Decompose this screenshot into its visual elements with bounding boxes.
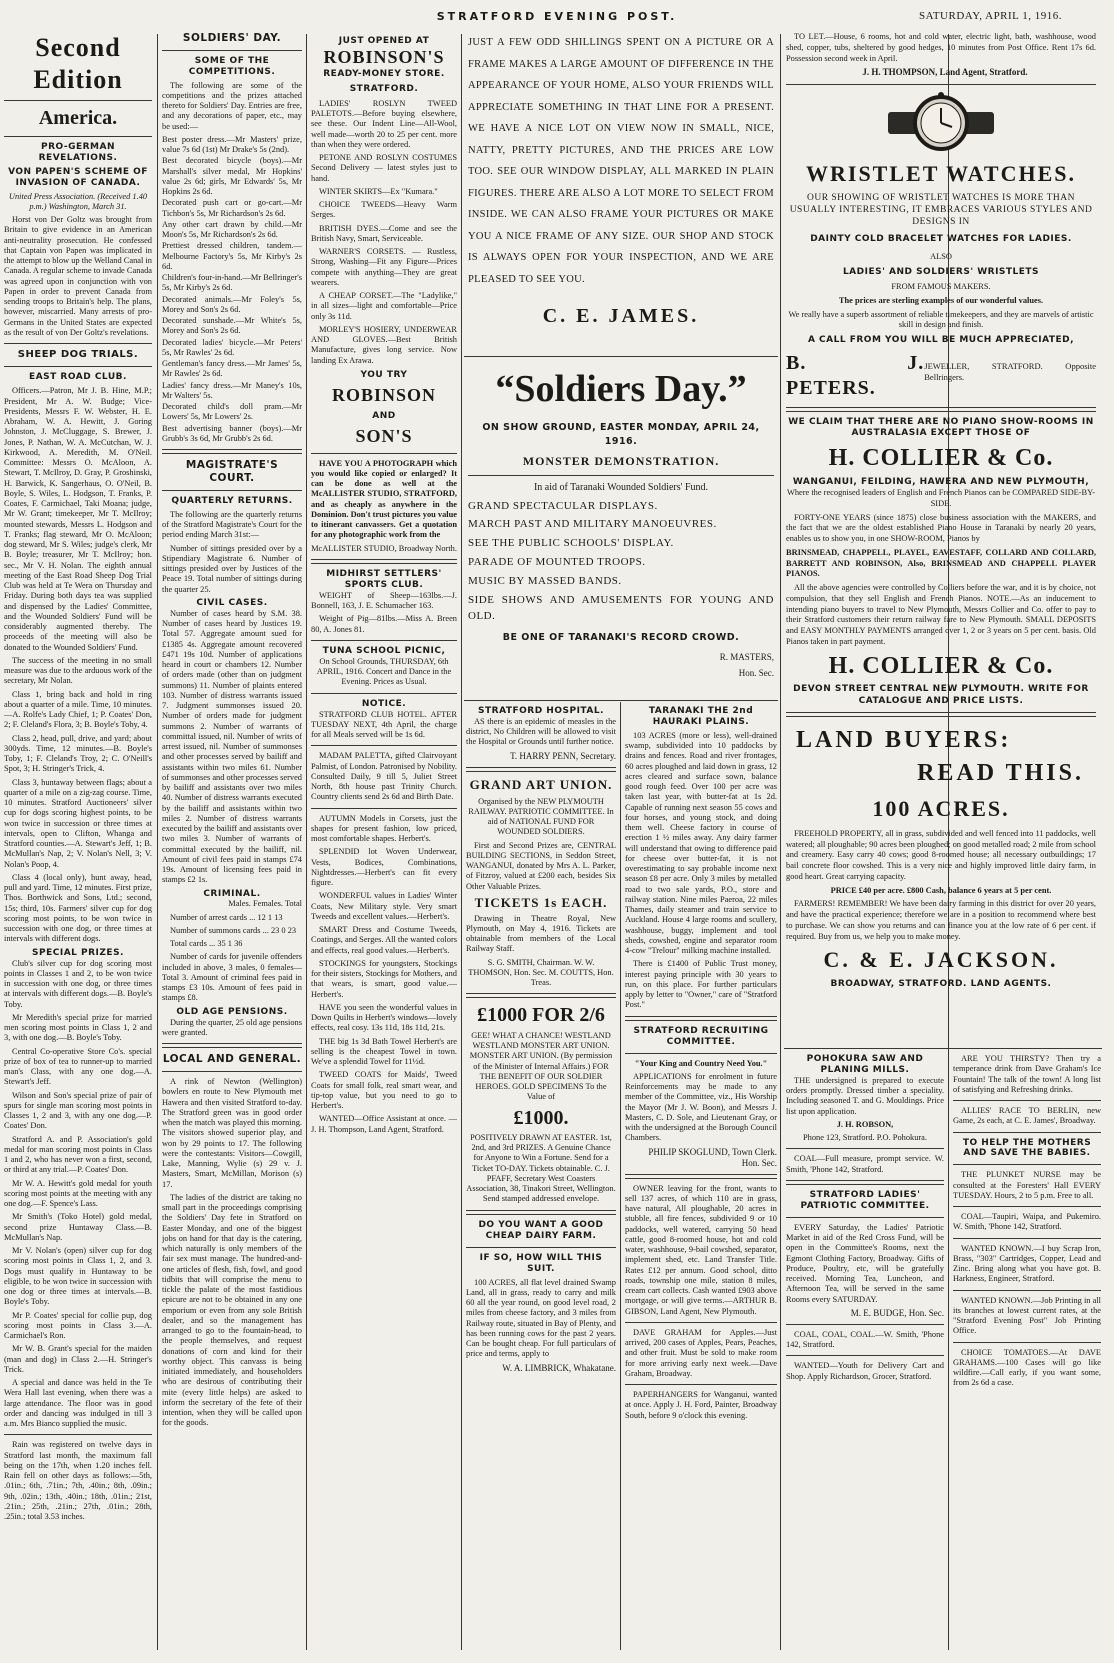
article-subheading: QUARTERLY RETURNS. — [171, 495, 293, 506]
article-body: The following are the quarterly returns of the Stratford Magistrate's Court for the period ending March 31st:— — [162, 509, 302, 540]
ad-heading: MONSTER DEMONSTRATION. — [522, 453, 720, 468]
ad-location: STRATFORD. — [349, 83, 419, 94]
ad-item: LADIES' ROSLYN TWEED PALETOTS.—Before buying elsewhere, see these. Our Indent Line—All-Wool, well made—worth 20 to 25 per cent. more than when they were ordered. — [311, 98, 457, 149]
ad-name: H. COLLIER & Co. — [828, 652, 1054, 679]
classified-ad: AUTUMN Models in Corsets, just the shapes for present fashion, low priced, most comfortable shapes. Herbert's. — [311, 813, 457, 844]
divider — [784, 1048, 1102, 1049]
section-heading: STRATFORD HOSPITAL. — [478, 706, 604, 716]
article-body: Stratford A. and P. Association's gold medal for man scoring most points in Class 1 and 2, who has never won a first, second, or third at any trial.—P. Coates' Don. — [4, 1134, 152, 1175]
article-body: The following are some of the competitions and the prizes attached thereto for Soldiers' Day. Entries are free, and any decorations of paper, etc., may be used:— — [162, 80, 302, 131]
soldiers-day-ad — [468, 362, 774, 697]
article-body: Mr Smith's (Toko Hotel) gold medal, second prize Huntaway Class.—B. McMullan's Nap. — [4, 1212, 152, 1242]
classified-ad: ALLIES' RACE TO BERLIN, new Game, 2s each, at C. E. James', Broadway. — [953, 1106, 1101, 1126]
ad-title: GRAND ART UNION. — [469, 776, 613, 792]
ad-heading: WE CLAIM THAT THERE ARE NO PIANO SHOW-ROOMS IN AUSTRALASIA EXCEPT THOSE OF — [788, 416, 1094, 439]
ad-text: AND — [372, 410, 396, 421]
article-body: Horst von Der Goltz was brought from Britain to give evidence in an American anti-neutrality prosecution. He confessed that Captain von Papen was implicated in the attempt to blow up the Welland Canal in Canada. A regular scheme to invade Canada was agreed upon in conjunction with von Papen in order to prevent Canada from sending troops to Britain's help. The plans, however, miscarried. Many arrests of pro-Germans in the United States are expected as the result of von Der Goltz's revelations. — [4, 215, 152, 337]
ad-heading: JUST OPENED AT — [338, 36, 430, 46]
ad-signature: McALLISTER STUDIO, Broadway North. — [311, 543, 457, 553]
ad-footer — [786, 351, 1096, 402]
ad-heading: DAINTY COLD BRACELET WATCHES FOR LADIES. — [810, 234, 1072, 245]
article-body: During the quarter, 25 old age pensions were granted. — [162, 1017, 302, 1037]
ad-line: SEE THE PUBLIC SCHOOLS' DISPLAY. — [468, 537, 674, 550]
ad-body: HAVE YOU A PHOTOGRAPH which you would like copied or enlarged? It can be done as well at the McALLISTER STUDIO, STRATFORD, and as cheaply as anywhere in the Dominion. Don't trust pictures you value to itinerant canvassers. Get a quotation for any photographic work from the — [311, 458, 457, 540]
classified-ad: PAPERHANGERS for Wanganui, wanted at once. Apply J. H. Ford, Painter, Broadway South, before 9 o'clock this evening. — [625, 1390, 777, 1420]
ad-line: GRAND SPECTACULAR DISPLAYS. — [468, 499, 658, 512]
classified-ad: HAVE you seen the wonderful values in Down Quilts in Herbert's windows—lovely effects, real cosy. 13s 11d, 18s 11d, 21s. — [311, 1002, 457, 1033]
article-body: Mr Meredith's special prize for married men scoring most points in Class 1, 2 and 3, with one dog.—B. Boyle's Toby. — [4, 1012, 152, 1043]
article-body: Rain was registered on twelve days in Stratford last month, the maximum fall being on the 17th, when 1.20 inches fell. Rain fell on other days as follows:—5th, .01in.; 6th, .71in.; 7th, .40in.; 8th, .09in.; 9th, .02in.; 13th, .40in.; 18th, .01in.; 21st, .21in.; 25th, .21in.; 27th, .01in.; 28th, .25in.; total 3.53 inches. — [4, 1440, 152, 1522]
notice-body: On School Grounds, THURSDAY, 6th APRIL, 1916. Concert and Dance in the Evening. Prices as Usual. — [316, 656, 452, 687]
list-item: Decorated child's doll pram.—Mr Lowers' 5s, Mr Lowers' 2s. — [162, 402, 302, 422]
wristwatch-icon — [886, 90, 996, 156]
ad-name: C. & E. JACKSON. — [823, 947, 1059, 973]
article-body: Club's silver cup for dog scoring most points in Classes 1 and 2, to be won twice in succession with one dog, or three times at intervals with different dogs.—B. Boyle's Toby. — [4, 958, 152, 1009]
classified-ad: WANTED KNOWN.—Job Printing in all its branches at lowest current rates, at the "Stratford Evening Post" Job Printing Office. — [953, 1295, 1101, 1336]
article-heading: LOCAL AND GENERAL. — [162, 1053, 302, 1066]
section-heading: TO HELP THE MOTHERS AND SAVE THE BABIES. — [962, 1137, 1092, 1159]
ad-text: FROM FAMOUS MAKERS. — [891, 282, 991, 292]
ad-subtitle: READY-MONEY STORE. — [323, 68, 445, 79]
ad-subtitle: DEVON STREET CENTRAL NEW PLYMOUTH. WRITE FOR CATALOGUE AND PRICE LISTS. — [793, 684, 1089, 706]
ad-subheading: IF SO, HOW WILL THIS SUIT. — [479, 1252, 603, 1274]
ad-text: ALSO — [930, 251, 952, 261]
ad-name: H. COLLIER & Co. — [828, 444, 1054, 471]
ad-heading: POHOKURA SAW AND PLANING MILLS. — [806, 1054, 924, 1075]
ad-name: B. J. PETERS. — [786, 351, 925, 400]
article-subheading: VON PAPEN'S SCHEME OF INVASION OF CANADA. — [8, 166, 148, 188]
classified-ad: ARE YOU THIRSTY? Then try a temperance drink from Dave Graham's Ice Fountain! The talk of the town! A long list of satisfying and Refreshing drinks. — [953, 1054, 1101, 1094]
section-heading: CIVIL CASES. — [196, 597, 268, 608]
classified-ad: OWNER leaving for the front, wants to sell 137 acres, of which 110 are in grass, have natural, All ploughable, 20 acres in stubble, all fire fences, subdivided 9 or 10 paddocks, well watered, carrying 50 head cattle, good 8-roomed house, hot and cold water, washhouse, 9-bail cowshed, separator, implement shed, etc. Land Transfer Title. Rates £12 per annum. Good school, ditto roads, township one mile, station 8 miles, cream cart collects. Cash wanted £903 above mortgage, or will give terms.—ARTHUR B. GIBSON, Land Agent, New Plymouth. — [625, 1183, 777, 1316]
notice-body: AS there is an epidemic of measles in the district, No Children will be allowed to visit the Hospital or Grounds until further notice. — [466, 716, 616, 747]
article-subheading: SOME OF THE COMPETITIONS. — [188, 55, 276, 77]
ad-body: POSITIVELY DRAWN AT EASTER. 1st, 2nd, and 3rd PRIZES. A Genuine Chance for Anyone to Win a Fortune. Send for a Ticket TO-DAY. Tickets obtainable. C. J. PFAFF, Secretary West Coasters Association, 38, Tinakori Street, Wellington. Send stamped addressed envelope. — [466, 1132, 616, 1204]
article-body: Class 4 (local only), hunt away, head, pull and yard. Time, 12 minutes. First prize, Thos. Borthwick and Sons, Ltd.; second, 15s; third, 10s. Farmers' silver cup for dog scoring most points, to be won twice in succession with one dog, or three times at intervals with different dogs. — [4, 872, 152, 944]
ad-signature: J. H. THOMPSON, Land Agent, Stratford. — [862, 67, 1028, 78]
ad-body: FARMERS! REMEMBER! We have been dairy farming in this district for over 20 years, and have the practical experience; therefore we are in a position to recommend where best to purchase. We can show you returns and can finance you at the low rate of 6 per cent. if required. Buy from us, we help you to make money. — [786, 899, 1096, 941]
notice-body: WEIGHT of Sheep—163lbs.—J. Bonnell, 163, J. E. Schumacher 163. — [311, 590, 457, 611]
classified-ad: SPLENDID lot Woven Underwear, Vests, Bodices, Combinations, Nightdresses.—Herbert's can fit every figure. — [311, 847, 457, 888]
classified-ad: WANTED KNOWN.—I buy Scrap Iron, Brass, "303" Cartridges, Copper, Lead and Zinc. Bring along what you have got. B. Harkness, Engineer, Stratford. — [953, 1243, 1101, 1284]
classified-ad: THE big 1s 3d Bath Towel Herbert's are selling is the cheapest Towel in town. We've a splendid Towel for 11½d. — [311, 1036, 457, 1067]
ad-item: BRITISH DYES.—Come and see the British Navy, Smart, Serviceable. — [311, 223, 457, 243]
section-heading: TUNA SCHOOL PICNIC, — [322, 645, 446, 656]
classified-ad: SMART Dress and Costume Tweeds, Coatings, and Serges. All the wanted colors and effects, real good values.—Herbert's. — [311, 925, 457, 955]
list-item: Gentleman's fancy dress.—Mr James' 5s, Mr Rawles' 2s 6d. — [162, 359, 302, 379]
list-item: Best poster dress.—Mr Masters' prize, value 7s 6d (1st) Mr Drake's 5s (2nd). — [162, 134, 302, 155]
classified-ad: STOCKINGS for youngsters, Stockings for their sisters, Stockings for Mothers, and that wears, is smart, good value.—Herbert's. — [311, 958, 457, 999]
newspaper-title: STRATFORD EVENING POST. — [436, 10, 678, 23]
ad-title: ROBINSON'S — [323, 46, 445, 67]
ad-heading: A CALL FROM YOU WILL BE MUCH APPRECIATED, — [807, 335, 1075, 346]
ad-body: Drawing in Theatre Royal, New Plymouth, on May 4, 1916. Tickets are obtainable from members of the Local Railway Staff. — [466, 913, 616, 954]
list-item: Prettiest dressed children, tandem.—Melbourne Factory's 5s, Mr Kirby's 2s 6d. — [162, 241, 302, 271]
ad-subtitle: WANGANUI, FEILDING, HAWERA AND NEW PLYMOUTH, — [792, 476, 1090, 487]
ad-tickets: TICKETS 1s EACH. — [474, 894, 608, 910]
ad-body: FORTY-ONE YEARS (since 1875) close business association with the MAKERS, and the fact that we are the oldest established Piano House in Taranaki by nearly 20 years, enables us to show you, in one SHOW-ROOM, Pianos by — [786, 512, 1096, 544]
ad-item: A CHEAP CORSET.—The "Ladylike," in all sizes—light and comfortable—Price only 3s 11d. — [311, 291, 457, 321]
column-1 — [4, 32, 152, 1652]
article-body: Class 1, bring back and hold in ring about a quarter of a mile. Time, 10 minutes.—A. Rolfe's Lady Chief, 1; P. Coates' Don, 2; F. Cleland's Flora, 3; B. Boyle's Toby, 4. — [4, 689, 152, 730]
ad-title: £1000 FOR 2/6 — [477, 1004, 605, 1027]
column-rule — [461, 34, 462, 1650]
notice-signature: PHILIP SKOGLUND, Town Clerk. Hon. Sec. — [648, 1146, 777, 1168]
ad-heading: LADIES' AND SOLDIERS' WRISTLETS — [842, 266, 1040, 277]
ad-heading: 100 ACRES. — [872, 795, 1010, 821]
section-heading: STRATFORD RECRUITING COMMITTEE. — [633, 1025, 769, 1047]
table-row: Number of summons cards ... 23 0 23 — [170, 925, 297, 935]
section-heading: OLD AGE PENSIONS. — [176, 1006, 288, 1017]
table-header: Males. Females. Total — [228, 899, 302, 909]
column-4 — [466, 706, 616, 1650]
ad-line: MARCH PAST AND MILITARY MANOEUVRES. — [468, 518, 717, 531]
ad-item: WARNER'S CORSETS. — Rustless, Strong, Washing—Fit any Figure—Prices compete with anything—They are great wearers. — [311, 247, 457, 287]
ad-body: All the above agencies were controlled by Colliers before the war, and it is by choice, not compulsion, that they sell English and French Pianos. NOTE.—As an inducement to intending piano buyers to travel to New Plymouth, Messrs Collier and Co. offer to pay to their Stratford customers their return railway fare to New Plymouth. SMALL DEPOSITS and EASY MONTHLY PAYMENTS arranged over 1, 2 or 3 years on 5 per cent. basis. Old Pianos taken in part payment. — [786, 583, 1096, 646]
article-body: A rink of Newton (Wellington) bowlers en route to New Plymouth met Hawera and then visited Stratford to-day. The Stratford green was in good order when the match was played this morning. The visitors showed superior play, and won by 29 points to 17. The following were the contestants: Visitors—Cowgill, Lake, Manning, Wylie (s) 29 v. J. Masters, Smart, McMillan, Morison (s) 17. — [162, 1077, 302, 1189]
classified-ad: WANTED—Youth for Delivery Cart and Shop. Apply Richardson, Grocer, Stratford. — [786, 1361, 944, 1381]
table-row: Number of arrest cards ... 12 1 13 — [170, 912, 283, 922]
ad-title: WRISTLET WATCHES. — [806, 160, 1076, 186]
masthead — [0, 0, 1114, 28]
notice-body: Weight of Pig—81lbs.—Miss A. Breen 80, A. Jones 81. — [311, 614, 457, 634]
ad-price: PRICE £40 per acre. £800 Cash, balance 6 years at 5 per cent. — [830, 885, 1052, 895]
list-item: Best decorated bicycle (boys).—Mr Marshall's silver medal, Mr Hopkins' value 2s 6d; girls, Mr Edwards' 5s, Mr Hopkins 2s 6d. — [162, 156, 302, 197]
notice-body: APPLICATIONS for enrolment in future Reinforcements may be made to any member of the Committee, viz., His Worship the Mayor (Mr J. W. Boon), and Messrs J. Masters, C. D. Sole, and Lieutenant Gray, or with the undersigned at the Borough Council Chambers. — [625, 1071, 777, 1143]
ad-item: PETONE AND ROSLYN COSTUMES Second Delivery — latest styles just to hand. — [311, 153, 457, 183]
article-body: The ladies of the district are taking no small part in the proceedings comprising the Soldiers' Day fete in Stratford on Easter Monday, and one of the biggest jobs on hand for that day is the catering, which naturally is only members of the fair sex must manage. The hundred-and-one articles of flesh, fish, fowl, and good tidbits that will comprise the menu to tickle the palate of the most fastidious epicure are not to be obtained in any one emporium or even from any sole British dealer, and so the management has arranged to go to the fountain-head, to the people themselves, and request donations of corn and kind for their worthy object. This canvass is being initiated immediately, and householders who are desirous of contributing their mite (every little helps) are asked to inform the secretary of the fete of their intention, when they will be called upon for the goods. — [162, 1192, 302, 1428]
ad-title: £1000. — [513, 1106, 569, 1129]
article-heading: MAGISTRATE'S COURT. — [185, 459, 279, 485]
ad-signature: R. MASTERS, — [719, 651, 774, 662]
ad-title: READ THIS. — [917, 760, 1084, 787]
article-heading: SOLDIERS' DAY. — [182, 32, 282, 44]
ad-title: “Soldiers Day.” — [495, 368, 747, 410]
column-7 — [953, 1054, 1101, 1650]
ad-subtitle: ON SHOW GROUND, EASTER MONDAY, APRIL 24, 1916. — [482, 422, 760, 447]
table-row: Total cards ... 35 1 36 — [170, 939, 243, 949]
ad-body: First and Second Prizes are, CENTRAL BUILDING SECTIONS, in Seddon Street, WANGANUI, donated by Mrs A. L. Parker, of Fitzroy, valued at £200 each, besides Six Other Valuable Prizes. — [466, 840, 616, 891]
edition-heading: Second Edition — [33, 33, 123, 94]
ad-signature: Phone 123, Stratford. P.O. Pohokura. — [803, 1133, 927, 1143]
column-rule — [620, 702, 621, 1650]
article-body: Central Co-operative Store Co's. special prize of box of tea to runner-up to married man's Class, with any one dog.—A. Stewart's Jeff. — [4, 1046, 152, 1087]
classified-ad: TWEED COATS for Maids', Tweed Coats for small folk, real smart wear, and tip-top value, but you need to go to Herbert's. — [311, 1070, 457, 1111]
list-item: Decorated animals.—Mr Foley's 5s, Morey and Son's 2s 6d. — [162, 294, 302, 314]
competition-list — [162, 135, 302, 444]
classified-ad: COAL—Taupiri, Waipa, and Pukemiro. W. Smith, 'Phone 142, Stratford. — [953, 1212, 1101, 1232]
article-byline: United Press Association. (Received 1.40 p.m.) Washington, March 31. — [8, 191, 148, 211]
list-item: Decorated push cart or go-cart.—Mr Tichbon's 5s, Mr Richardson's 2s 6d. — [162, 198, 302, 218]
ad-body: JUST A FEW ODD SHILLINGS SPENT ON A PICTURE OR A FRAME MAKES A LARGE AMOUNT OF DIFFERENCE IN THE APPEARANCE OF YOUR HOME, ALSO YOUR FRIENDS WILL APPRECIATE SOMETHING IN THAT LINE FOR A PRESENT. WE HAVE A NICE LOT ON VIEW NOW IN SMALL, NICE, NATTY, PRETTY PICTURES, AND THE PRICES ARE LOW TOO. SEE OUR WINDOW DISPLAY, ALL MARKED IN PLAIN FIGURES. THERE ARE ALSO A LOT MORE TO SELECT FROM INSIDE. WE CAN ALSO FRAME YOUR PICTURES OR MAKE YOU A NICE FRAME OF ANY SIZE. OUR SHOP AND STOCK IS ALWAYS OPEN FOR YOUR INSPECTION, AND WE ARE PLEASED TO SEE YOU. — [468, 37, 774, 285]
section-heading: SPECIAL PRIZES. — [32, 947, 124, 958]
ad-signature: S. G. SMITH, Chairman. W. W. THOMSON, Hon. Sec. M. COUTTS, Hon. Treas. — [468, 957, 614, 988]
ad-signature: J. H. ROBSON, — [836, 1119, 894, 1129]
divider — [464, 700, 778, 701]
ad-body: FREEHOLD PROPERTY, all in grass, subdivided and well fenced into 11 paddocks, well watered; all ploughable; 90 acres been ploughed; on good metalled road; 2 mile from school and creamery. Easy carry 40 cows; good 8-roomed house; all necessary outbuildings; 17 bail concrete floor cowshed. This is a very nice and highly improved little dairy farm, in good heart. Great carrying capacity. — [786, 828, 1096, 881]
ad-text: YOU TRY — [360, 369, 408, 380]
article-body: Number of sittings presided over by a Stipendiary Magistrate 6. Number of sittings presided over by Justices of the Peace 19. Total number of sittings during the quarter 25. — [162, 543, 302, 594]
list-item: Ladies' fancy dress.—Mr Maney's 10s, Mr Walters' 5s. — [162, 380, 302, 400]
classified-ad: CHOICE TOMATOES.—At DAVE GRAHAMS.—100 Cases will go like wildfire.—Call early, if you want some, from 2s 6d a case. — [953, 1347, 1101, 1388]
article-body: Mr W. B. Grant's special for the maiden (man and dog) in Class 2.—H. Stringer's Trick. — [4, 1344, 152, 1374]
ad-body: 100 ACRES, all flat level drained Swamp Land, all in grass, ready to carry and milk 60 all the year round, on good level road, 2 miles from cheese factory, and 3 miles from Railway route, situated in Bay of Plenty, and has been running cows for the past 2 years. Can be bought cheap. For full particulars of price and terms, apply to — [466, 1277, 616, 1359]
ad-body: There is £1400 of Public Trust money, interest paying principle with 30 years to run, on this place. For further particulars apply by letter to "Owner," care of "Stratford Post." — [625, 959, 777, 1010]
divider — [464, 356, 778, 357]
section-heading: NOTICE. — [361, 698, 407, 709]
ad-text: We really have a superb assortment of reliable timekeepers, and they are marvels of artistic skill in design and finish. — [788, 309, 1094, 330]
ad-body: 103 ACRES (more or less), well-drained swamp, subdivided into 10 paddocks by drains and fences. Road and river frontages, 60 acres ploughed and laid down in grass, 12 acres cleared and surface sown, balance good rough feed. Over 100 per acre was taken last year, with butter-fat at 1s 2d. Capable of running next season 55 cows and four horses, and young stock, and doing them well. Cheese factory in course of erection 1 ½ miles away. Any dairy farmer will understand that owing to difference paid for cheese over butter-fat, it is not overestimating to say probable income next season £8 per acre. Only 3 miles by metalled road to two sale yards, P.O., store and railway station. Nine miles Paeroa, 22 miles Thames, daily steamer and train service to Auckland. House 4 large rooms and scullery, washhouse, buggy, implement and tool sheds, cowshed, engine and separator room 4-cow "Trelour" milking machine installed. — [625, 730, 777, 956]
ad-heading: DO YOU WANT A GOOD CHEAP DAIRY FARM. — [478, 1219, 604, 1241]
james-ad — [468, 32, 774, 332]
list-item: Any other cart drawn by child.—Mr Moon's 5s, Mr Richardson's 2s 6d. — [162, 219, 302, 240]
article-body: Wilson and Son's special prize of pair of spurs for single man scoring most points in Classes 1, 2 and 3, with any one dog.—P. Coates' Don. — [4, 1090, 152, 1131]
classified-ad: WONDERFUL values in Ladies' Winter Coats, New Military style. Very smart Tweeds and excellent values.—Herbert's. — [311, 891, 457, 921]
article-body: Class 3, huntaway between flags; about a quarter of a mile on a zig-zag course. Time, 10 minutes. Stratford Auctioneers' silver cup for dogs scoring highest points, to be won twice in succession or three times at intervals, open to Clifton, Whanga and Stratford counties.—A. Stewart's Jeff, 1; B. McMullan's Nap, 2; V. Nolan's Nell, 3; V. Nolan's Poop, 4. — [4, 777, 152, 869]
classified-ad: THE PLUNKET NURSE may be consulted at the Foresters' Hall EVERY TUESDAY. Hours, 2 to 5 p.m. Free to all. — [953, 1170, 1101, 1200]
list-item: Children's four-in-hand.—Mr Bellringer's 5s, Mr Kirby's 2s 6d. — [162, 273, 302, 293]
ad-signature: W. A. LIMBRICK, Whakatane. — [502, 1362, 616, 1373]
ad-line: SIDE SHOWS AND AMUSEMENTS FOR YOUNG AND OLD. — [468, 594, 774, 623]
column-6b — [786, 1054, 944, 1650]
classified-ad: TO LET.—House, 6 rooms, hot and cold water, electric light, bath, washhouse, wood shed, copper, tubs, sheltered by good hedges, 10 minutes from Post Office. Rent 17s 6d. Possession second week in April. — [786, 32, 1096, 63]
ad-title: SON'S — [355, 425, 413, 446]
ad-title: LAND BUYERS: — [796, 727, 1012, 754]
notice-body: STRATFORD CLUB HOTEL. AFTER TUESDAY NEXT, 4th April, the charge for all Meals served will be 1s 6d. — [311, 709, 457, 740]
ad-line: PARADE OF MOUNTED TROOPS. — [468, 556, 646, 569]
ad-text: The prices are sterling examples of our wonderful values. — [838, 295, 1044, 305]
ad-body: OUR SHOWING OF WRISTLET WATCHES IS MORE THAN USUALLY INTERESTING, IT EMBRACES VARIOUS STYLES AND DESIGNS IN — [789, 192, 1093, 228]
column-rule — [780, 34, 781, 1650]
section-heading: STRATFORD LADIES' PATRIOTIC COMMITTEE. — [800, 1189, 930, 1211]
classified-ad: COAL, COAL, COAL.—W. Smith, 'Phone 142, Stratford. — [786, 1329, 944, 1350]
ad-item: CHOICE TWEEDS—Heavy Warm Serges. — [311, 200, 457, 220]
notice-signature: T. HARRY PENN, Secretary. — [510, 750, 616, 761]
ad-name: C. E. JAMES. — [542, 305, 700, 328]
article-subheading: EAST ROAD CLUB. — [29, 372, 127, 383]
ad-subtitle: BROADWAY, STRATFORD. LAND AGENTS. — [830, 978, 1052, 989]
article-heading: PRO-GERMAN REVELATIONS. — [38, 141, 118, 163]
ad-line: MUSIC BY MASSED BANDS. — [468, 575, 622, 588]
article-body: Class 2, head, pull, drive, and yard; about 300yds. Time, 12 minutes.—B. Boyle's Toby, 1; F. Cleland's Troy, 2; C. O'Neill's Spot, 3; H. Stringer's Trick, 4. — [4, 733, 152, 774]
article-body: Number of cards for juvenile offenders included in above, 3 males, 0 females—Total 3. Amount of criminal fees paid in stamps £3 10s. Amount of fees paid in stamps £8. — [162, 952, 302, 1003]
issue-date: SATURDAY, APRIL 1, 1916. — [918, 10, 1062, 22]
ad-body: THE undersigned is prepared to execute orders promptly. Dressed timber a speciality. Including seasoned T. and G. Mouldings. Price list upon application. — [786, 1075, 944, 1116]
ad-item: MORLEY'S HOSIERY, UNDERWEAR AND GLOVES.—Best British Manufacture, gives long service. Now landing Ex Arawa. — [311, 324, 457, 365]
ad-heading: TARANAKI THE 2nd HAURAKI PLAINS. — [648, 706, 754, 727]
ad-signature: Hon. Sec. — [738, 667, 774, 678]
region-heading: America. — [38, 107, 118, 130]
ad-title: ROBINSON — [331, 384, 437, 405]
list-item: Decorated sunshade.—Mr White's 5s, Morey and Son's 2s 6d. — [162, 316, 302, 336]
classified-ad: DAVE GRAHAM for Apples.—Just arrived, 200 cases of Apples, Pears, Peaches, and other fruit. Must be sold to make room for more arriving early next week.—Dave Graham, Broadway. — [625, 1327, 777, 1378]
ad-slogan: BE ONE OF TARANAKI'S RECORD CROWD. — [502, 632, 740, 644]
classified-ad: WANTED—Office Assistant at once. — J. H. Thompson, Land Agent, Stratford. — [311, 1114, 457, 1134]
article-body: Number of cases heard by S.M. 38. Number of cases heard by Justices 19. Total 57. Aggregate amount sued for £1385 4s. Aggregate amount recovered £471 19s 10d. Number of applications heard in court or chambers 12. Number of orders made (other than on judgment summons) 11. Number of plaints entered 103. Number of distress warrants issued 7. Judgment summonses issued 20. Number of orders made for judgment summons 2. Number of warrants of committal issued, nil. Number of writs of arrest issued, nil. Number of summonses and other processes served by bailiff and assistants within two miles 61. Number of summonses and other processes served by bailiff and assistants over two miles 40. Number of distress warrants executed by the bailiff and assistants within two miles 2. Number of distress warrants executed by the bailiff and assistants over two miles 3. Number of warrants of committal executed by the bailiff, nil. Amount of civil fees paid in stamps £74 19s. Amount of licensing fees paid in stamps £2 1s. — [162, 608, 302, 885]
article-body: Officers.—Patron, Mr J. B. Hine, M.P.; President, Mr A. W. Budge; Vice-Presidents, Messrs F. W. Webster, H. E. Abraham, W. A. Hewitt, J. Goring Johnston, J. McCluggage, S. Brewer, J. Jones, P. Nathan, W. A. McCutchan, W. J. Kirkwood, A. Meredith, M. O'Neil. Committee: Messrs O. McAloon, A. Stewart, T. McIlroy, D. Gray, P. Groshinski, H. Barwick, K. Sangerhaus, O. O'Neil, B. Boyle, S. Wiles, L. Hodgson, T. Franks, P. Coates, F. Carmichael, Taki Moana; judge, Mr W. Grant; timekeeper, Mr T. McIlroy; mounted stewards, Messrs L. Hodgson and T. Franks; flag steward, Mr O. McAloon; dog steward, Mr S. Wiles; judge's clerk, Mr B. Boyle; treasurer, Mr T. McIlroy; hon. sec., Mr V. H. Nolan. The eighth annual meeting of the East Road Sheep Dog Trial Club was held at Te Wera on Thursday and Friday. During both days tea was supplied and dispensed by the Ladies' Committee, and the Wounded Soldiers' Fund will be considerably augmented thereby. The proceeds of the meeting will also be donated to the Wounded Soldiers' Fund. — [4, 386, 152, 652]
section-heading: CRIMINAL. — [203, 888, 261, 899]
section-heading: MIDHIRST SETTLERS' SPORTS CLUB. — [326, 568, 442, 590]
column-rule — [157, 34, 158, 1650]
notice-signature: M. E. BUDGE, Hon. Sec. — [850, 1307, 944, 1318]
article-body: A special and dance was held in the Te Wera Hall last evening, when there was a large attendance. The floor was in good order and dancing was indulged in till 3 a.m. Mrs Bianco supplied the music. — [4, 1378, 152, 1429]
list-item: Best advertising banner (boys).—Mr Grubb's 3s 6d, Mr Grubb's 2s 6d. — [162, 423, 302, 443]
article-body: The success of the meeting in no small measure was due to the arduous work of the secretary, Mr Nolan. — [4, 655, 152, 686]
ad-body: GEE! WHAT A CHANCE! WESTLAND WESTLAND MONSTER ART UNION. MONSTER ART UNION. (By permission of the Minister of Internal Affairs.) FOR THE BENEFIT OF OUR SOLDIER HEROES. GOLD SPECIMENS To the Value of — [469, 1030, 613, 1102]
column-2 — [162, 32, 302, 1652]
article-body: Mr W. A. Hewitt's gold medal for youth scoring most points at the meeting with any one dog.—F. Spence's Lass. — [4, 1178, 152, 1209]
column-rule — [306, 34, 307, 1650]
notice-body: EVERY Saturday, the Ladies' Patriotic Market in aid of the Red Cross Fund, will be open in the Committee's Rooms, next the Egmont Clothing Factory, Broadway. Gifts of Produce, Poultry, etc, will be gratefully received. Morning Tea, Luncheon, and Afternoon Tea, will be served in the same Rooms every SATURDAY. — [786, 1222, 944, 1304]
ad-address: JEWELLER, STRATFORD. Opposite Bellringers. — [924, 360, 1096, 382]
column-5 — [625, 706, 777, 1650]
ad-text: In aid of Taranaki Wounded Soldiers' Fund. — [533, 482, 709, 494]
classified-ad: COAL—Full measure, prompt service. W. Smith, 'Phone 142, Stratford. — [786, 1154, 944, 1174]
notice-body: MADAM PALETTA, gifted Clairvoyant Palmist, of London. Patronised by Nobility. Consulted Daily, 9 till 5, Juliet Street North, 8th house past Trinity Church. Country clients send 2s 6d and Birth Date. — [311, 751, 457, 802]
slogan: "Your King and Country Need You." — [634, 1058, 768, 1068]
column-3 — [311, 32, 457, 1652]
article-body: Mr P. Coates' special for collie pup, dog scoring most points in Class 3.—A. Carmichael's Ron. — [4, 1310, 152, 1341]
column-6 — [786, 32, 1096, 1042]
list-item: Decorated ladies' bicycle.—Mr Peters' 5s, Mr Rawles' 2s 6d. — [162, 337, 302, 357]
article-heading: SHEEP DOG TRIALS. — [17, 349, 139, 361]
ad-body: Organised by the NEW PLYMOUTH RAILWAY. PATRIOTIC COMMITTEE. In aid of NATIONAL FUND FOR WOUNDED SOLDIERS. — [468, 796, 614, 837]
ad-item: WINTER SKIRTS—Ex "Kumara." — [319, 186, 438, 196]
ad-makers: BRINSMEAD, CHAPPELL, PLAYEL, EAVESTAFF, COLLARD AND COLLARD, BARRETT AND ROBINSON, Also, BRINSMEAD AND CHAPPELL PLAYER PIANOS. — [786, 547, 1096, 579]
article-body: Mr V. Nolan's (open) silver cup for dog scoring most points in Class 1, 2, and 3. Dogs must qualify in Huntaway to be eligible, to be won twice in succession with one dog or three times at intervals.—B. Boyle's Toby. — [4, 1246, 152, 1307]
ad-body: Where the recognised leaders of English and French Pianos can be COMPARED SIDE-BY-SIDE. — [786, 488, 1096, 508]
